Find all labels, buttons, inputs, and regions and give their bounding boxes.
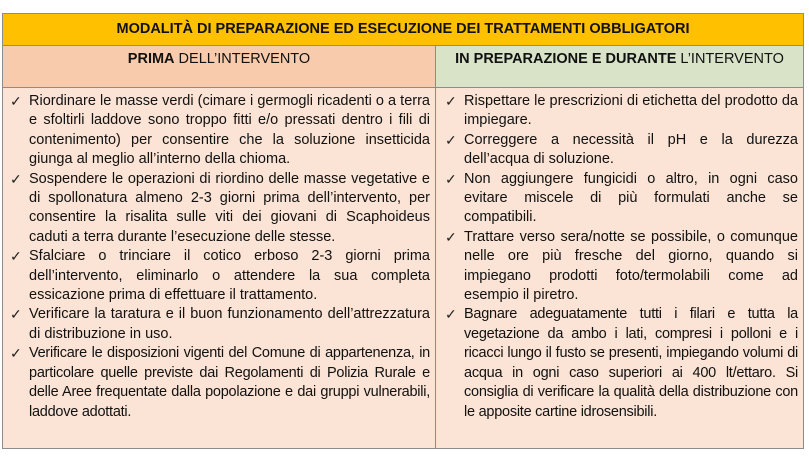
list-item (444, 131, 798, 170)
check-icon: ✓ (10, 345, 22, 362)
check-icon: ✓ (445, 131, 457, 148)
before-intervention-column (3, 88, 436, 448)
list-item (444, 170, 798, 228)
list-item-text: Verificare la taratura e il buon funzionamento dell’attrezzatura di distribuzione in uso. (29, 306, 430, 342)
check-icon: ✓ (10, 306, 22, 323)
check-icon: ✓ (445, 93, 457, 109)
check-icon: ✓ (445, 170, 457, 187)
list-item-text: Sfalciare o trinciare il cotico erboso 2-3 giorni prima dell’intervento, eliminarlo o attendere la sua completa essicazione prima di effettuare il trattamento. (29, 248, 430, 304)
check-icon: ✓ (445, 306, 457, 323)
treatment-table (2, 13, 804, 449)
before-intervention-list (9, 92, 430, 422)
list-item (444, 305, 798, 421)
list-item-text: Sospendere le operazioni di riordino delle masse vegetative e di spollonatura almeno 2-3 giorni prima dell’intervento, per consentire la risalita sulle viti dei giovani di Scaphoideus caduti a terra durante l’esecuzione delle stesse. (29, 170, 430, 245)
list-item-text: Bagnare adeguatamente tutti i filari e tutta la vegetazione da ambo i lati, compresi i polloni e i ricacci lungo il fusto se presenti, impiegando volumi di acqua in ogni caso superiori ai 400 lt/ettaro. Si consiglia di verificare la qualità della distribuzione con le apposite cartine idrosensibili. (464, 306, 798, 420)
list-item-text: Non aggiungere fungicidi o altro, in ogni caso evitare miscele di più formulati anche se compatibili. (464, 170, 798, 226)
list-item (9, 247, 430, 305)
header-during-bold: IN PREPARAZIONE E DURANTE (455, 51, 677, 67)
check-icon: ✓ (10, 93, 22, 109)
list-item (9, 170, 430, 248)
check-icon: ✓ (10, 248, 22, 265)
check-icon: ✓ (10, 170, 22, 187)
list-item (444, 92, 798, 131)
table-title: MODALITÀ DI PREPARAZIONE ED ESECUZIONE DEI TRATTAMENTI OBBLIGATORI (3, 14, 803, 46)
list-item-text: Riordinare le masse verdi (cimare i germogli ricadenti o a terra e sfoltirli laddove sono troppo fitti e/o pressati dentro i fili di contenimento) per consentire che la soluzione insetticida giunga al meglio all’interno della chioma. (29, 93, 430, 168)
list-item (444, 228, 798, 306)
list-item (9, 305, 430, 344)
list-item-text: Verificare le disposizioni vigenti del Comune di appartenenza, in particolare quelle previste dai Regolamenti di Polizia Rurale e delle Aree frequentate dalla popolazione e dai gruppi vulnerabili, laddove adottati. (29, 345, 430, 420)
list-item-text: Trattare verso sera/notte se possibile, o comunque nelle ore più fresche del giorno, quando si impiegano prodotti foto/termolabili come ad esempio il piretro. (464, 228, 798, 304)
list-item (9, 92, 430, 170)
header-before-intervention (3, 46, 436, 88)
header-before-rest: DELL’INTERVENTO (174, 51, 311, 67)
header-during-intervention (436, 46, 803, 88)
header-during-rest: L’INTERVENTO (676, 51, 784, 67)
list-item-text: Rispettare le prescrizioni di etichetta del prodotto da impiegare. (464, 93, 798, 129)
during-intervention-column (436, 88, 803, 448)
header-before-bold: PRIMA (127, 51, 175, 67)
list-item-text: Correggere a necessità il pH e la durezza dell’acqua di soluzione. (464, 131, 798, 168)
during-intervention-list (444, 92, 798, 422)
check-icon: ✓ (445, 228, 457, 245)
list-item (9, 344, 430, 422)
